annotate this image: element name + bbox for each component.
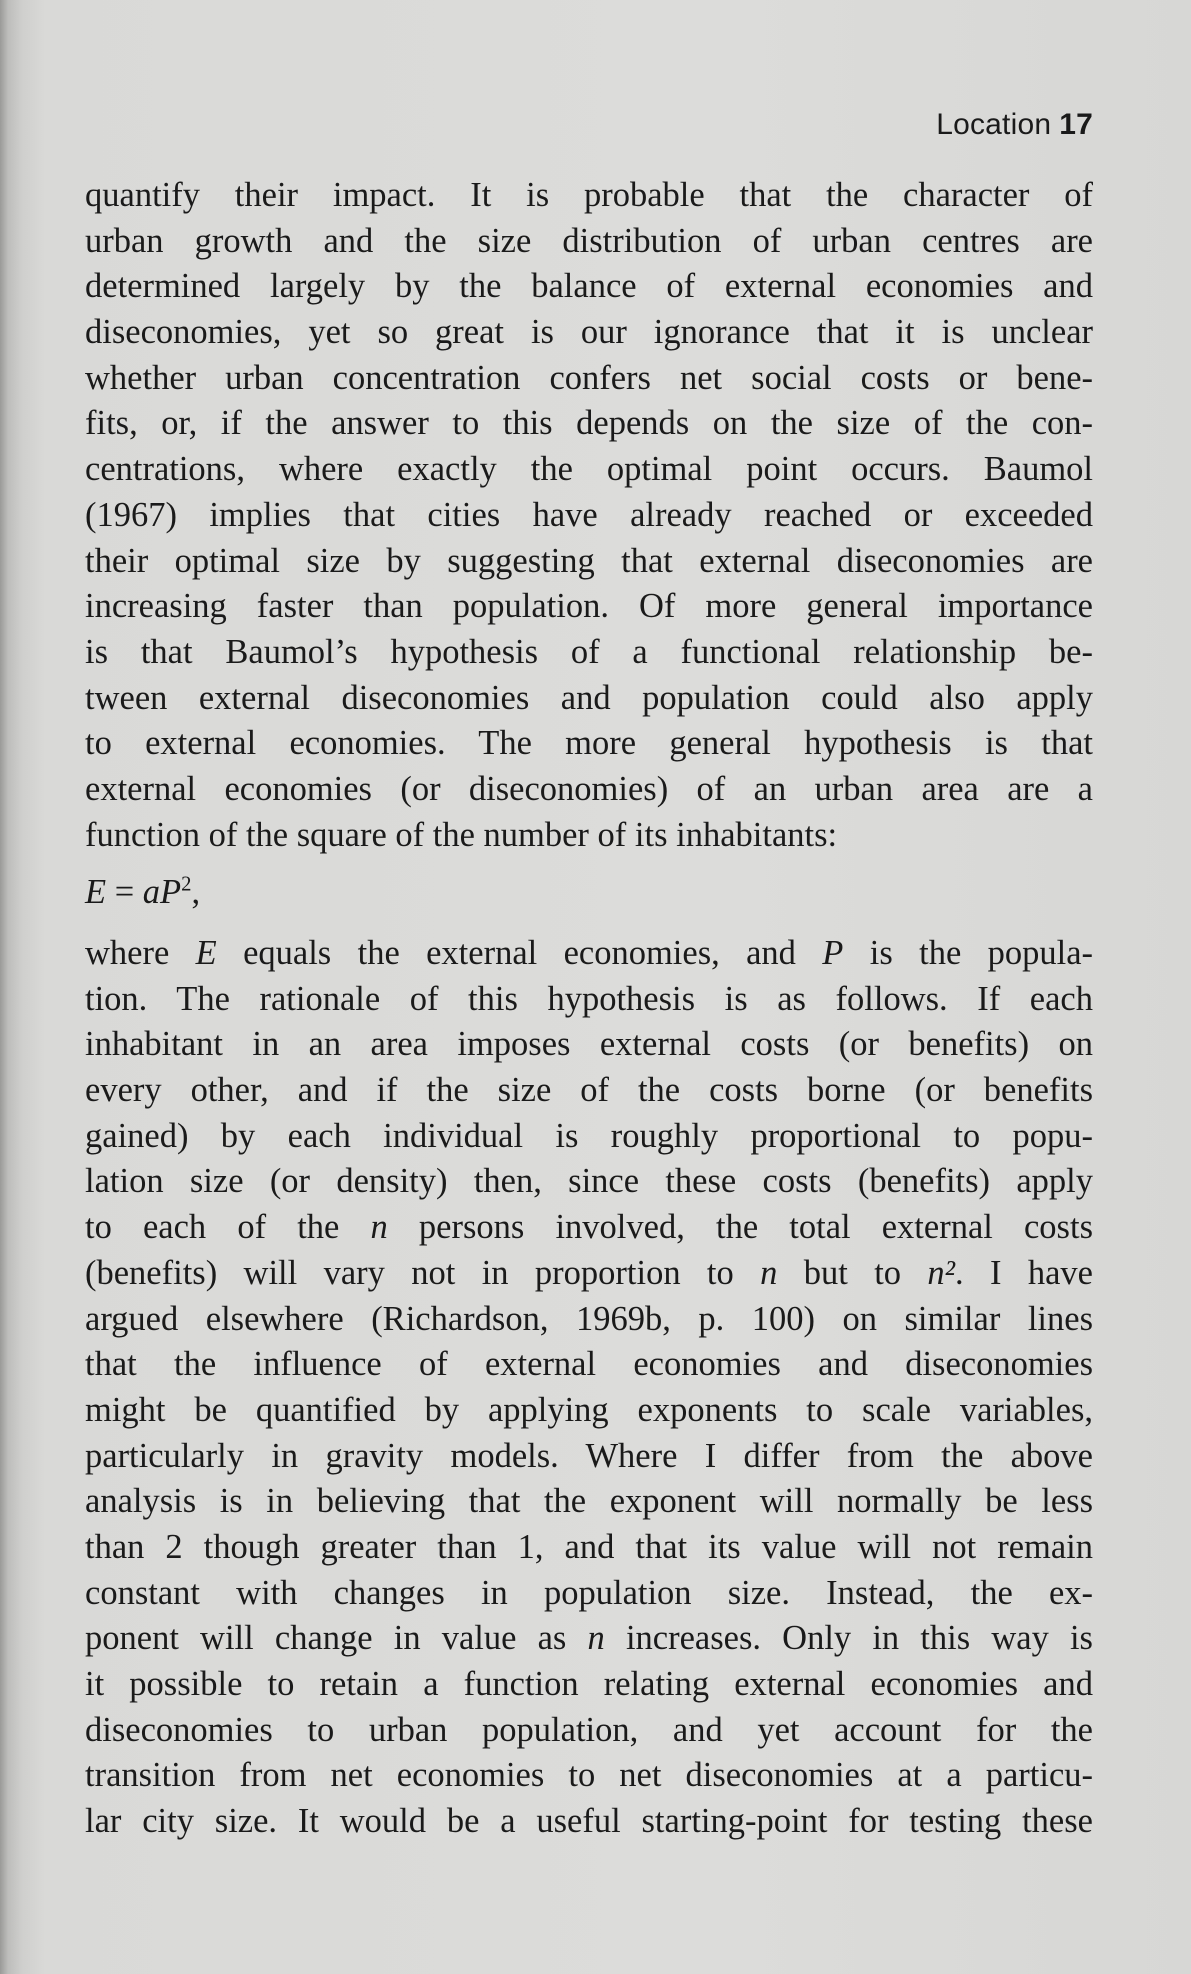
equation xyxy=(85,870,1093,916)
equation-equals: = xyxy=(106,873,143,911)
text-line xyxy=(85,447,1093,493)
text-line xyxy=(85,401,1093,447)
text-line xyxy=(85,1479,1093,1525)
text-line xyxy=(85,1753,1093,1799)
text-line xyxy=(85,1388,1093,1434)
text-segment: increasing faster than population. Of more general importance xyxy=(85,587,1093,626)
text-segment: to external economies. The more general hypothesis is that xyxy=(85,724,1093,763)
text-line xyxy=(85,356,1093,402)
text-line xyxy=(85,264,1093,310)
equation-trailing: , xyxy=(191,873,201,911)
text-segment: diseconomies to urban population, and yet account for the xyxy=(85,1710,1093,1749)
text-segment: gained) by each individual is roughly proportional to popu- xyxy=(85,1116,1093,1155)
text-segment: is the popula- xyxy=(843,934,1094,972)
text-line xyxy=(85,1297,1093,1343)
text-segment: inhabitant in an area imposes external costs (or benefits) on xyxy=(85,1025,1093,1064)
text-segment: might be quantified by applying exponents to scale variables, xyxy=(85,1390,1093,1429)
text-line xyxy=(85,1022,1093,1068)
text-line xyxy=(85,1251,1093,1297)
text-segment: transition from net economies to net diseconomies at a particu- xyxy=(85,1756,1093,1795)
text-segment: external economies (or diseconomies) of an urban area are a xyxy=(85,769,1093,808)
italic-variable: n xyxy=(587,1619,605,1658)
text-segment: where xyxy=(85,934,196,972)
text-line xyxy=(85,173,1093,219)
text-line xyxy=(85,676,1093,722)
paragraph-1 xyxy=(85,173,1093,858)
text-line xyxy=(85,1159,1093,1205)
text-segment: diseconomies, yet so great is our ignorance that it is unclear xyxy=(85,313,1093,352)
text-segment: whether urban concentration confers net social costs or bene- xyxy=(85,358,1093,397)
italic-variable: n² xyxy=(927,1253,956,1292)
text-line xyxy=(85,219,1093,265)
text-segment: determined largely by the balance of external economies and xyxy=(85,267,1093,306)
text-segment: . I have xyxy=(955,1253,1093,1292)
text-segment: but to xyxy=(777,1253,928,1292)
section-title: Location xyxy=(936,108,1052,141)
paragraph-2 xyxy=(85,931,1093,1845)
equation-exponent: 2 xyxy=(181,873,192,896)
text-segment: (1967) implies that cities have already reached or exceeded xyxy=(85,495,1093,534)
text-segment: tween external diseconomies and population could also apply xyxy=(85,678,1093,717)
text-segment: argued elsewhere (Richardson, 1969b, p. 100) on similar lines xyxy=(85,1299,1093,1338)
text-segment: than 2 though greater than 1, and that its value will not remain xyxy=(85,1527,1093,1566)
text-line xyxy=(85,584,1093,630)
text-segment: particularly in gravity models. Where I differ from the above xyxy=(85,1436,1093,1475)
text-segment: analysis is in believing that the exponent will normally be less xyxy=(85,1482,1093,1521)
text-line xyxy=(85,1525,1093,1571)
page-number: 17 xyxy=(1059,108,1093,141)
text-line xyxy=(85,813,1093,859)
text-segment: fits, or, if the answer to this depends on the size of the con- xyxy=(85,404,1093,443)
text-segment: ponent will change in value as xyxy=(85,1619,588,1658)
text-segment: centrations, where exactly the optimal point occurs. Baumol xyxy=(85,450,1093,489)
text-segment: lar city size. It would be a useful starting-point for testing these xyxy=(85,1802,1093,1841)
text-segment: it possible to retain a function relating external economies and xyxy=(85,1665,1093,1703)
italic-variable: P xyxy=(822,934,844,972)
text-segment: is that Baumol’s hypothesis of a functional relationship be- xyxy=(85,632,1093,671)
text-line xyxy=(85,1799,1093,1845)
text-line xyxy=(85,931,1093,977)
text-line xyxy=(85,493,1093,539)
text-segment: (benefits) will vary not in proportion to xyxy=(85,1253,761,1292)
equation-lhs: E xyxy=(85,873,107,911)
italic-variable: n xyxy=(370,1208,388,1247)
text-segment: lation size (or density) then, since these costs (benefits) apply xyxy=(85,1162,1093,1201)
text-line xyxy=(85,767,1093,813)
text-line xyxy=(85,1571,1093,1617)
text-segment: urban growth and the size distribution of urban centres are xyxy=(85,221,1093,260)
text-line xyxy=(85,630,1093,676)
text-line xyxy=(85,1342,1093,1388)
italic-variable: E xyxy=(195,934,217,972)
text-segment: tion. The rationale of this hypothesis is as follows. If each xyxy=(85,979,1093,1018)
text-line xyxy=(85,721,1093,767)
text-segment: persons involved, the total external costs xyxy=(387,1208,1093,1247)
text-segment: their optimal size by suggesting that external diseconomies are xyxy=(85,541,1093,580)
running-header xyxy=(936,108,1093,142)
text-line xyxy=(85,1205,1093,1251)
equation-coefficient: aP xyxy=(142,873,182,911)
text-segment: every other, and if the size of the costs borne (or benefits xyxy=(85,1071,1093,1110)
text-segment: that the influence of external economies and diseconomies xyxy=(85,1345,1093,1384)
text-segment: to each of the xyxy=(85,1208,371,1247)
text-segment: constant with changes in population size. Instead, the ex- xyxy=(85,1573,1093,1612)
text-line xyxy=(85,1434,1093,1480)
text-segment: increases. Only in this way is xyxy=(604,1619,1093,1658)
text-line xyxy=(85,1616,1093,1662)
text-line xyxy=(85,539,1093,585)
text-line xyxy=(85,1708,1093,1754)
italic-variable: n xyxy=(760,1253,778,1292)
text-line xyxy=(85,1114,1093,1160)
text-line xyxy=(85,1662,1093,1708)
text-segment: quantify their impact. It is probable that the character of xyxy=(85,176,1093,214)
text-line xyxy=(85,1068,1093,1114)
text-segment: function of the square of the number of its inhabitants: xyxy=(85,815,838,854)
text-line xyxy=(85,310,1093,356)
text-segment: equals the external economies, and xyxy=(216,934,823,972)
text-line xyxy=(85,977,1093,1023)
